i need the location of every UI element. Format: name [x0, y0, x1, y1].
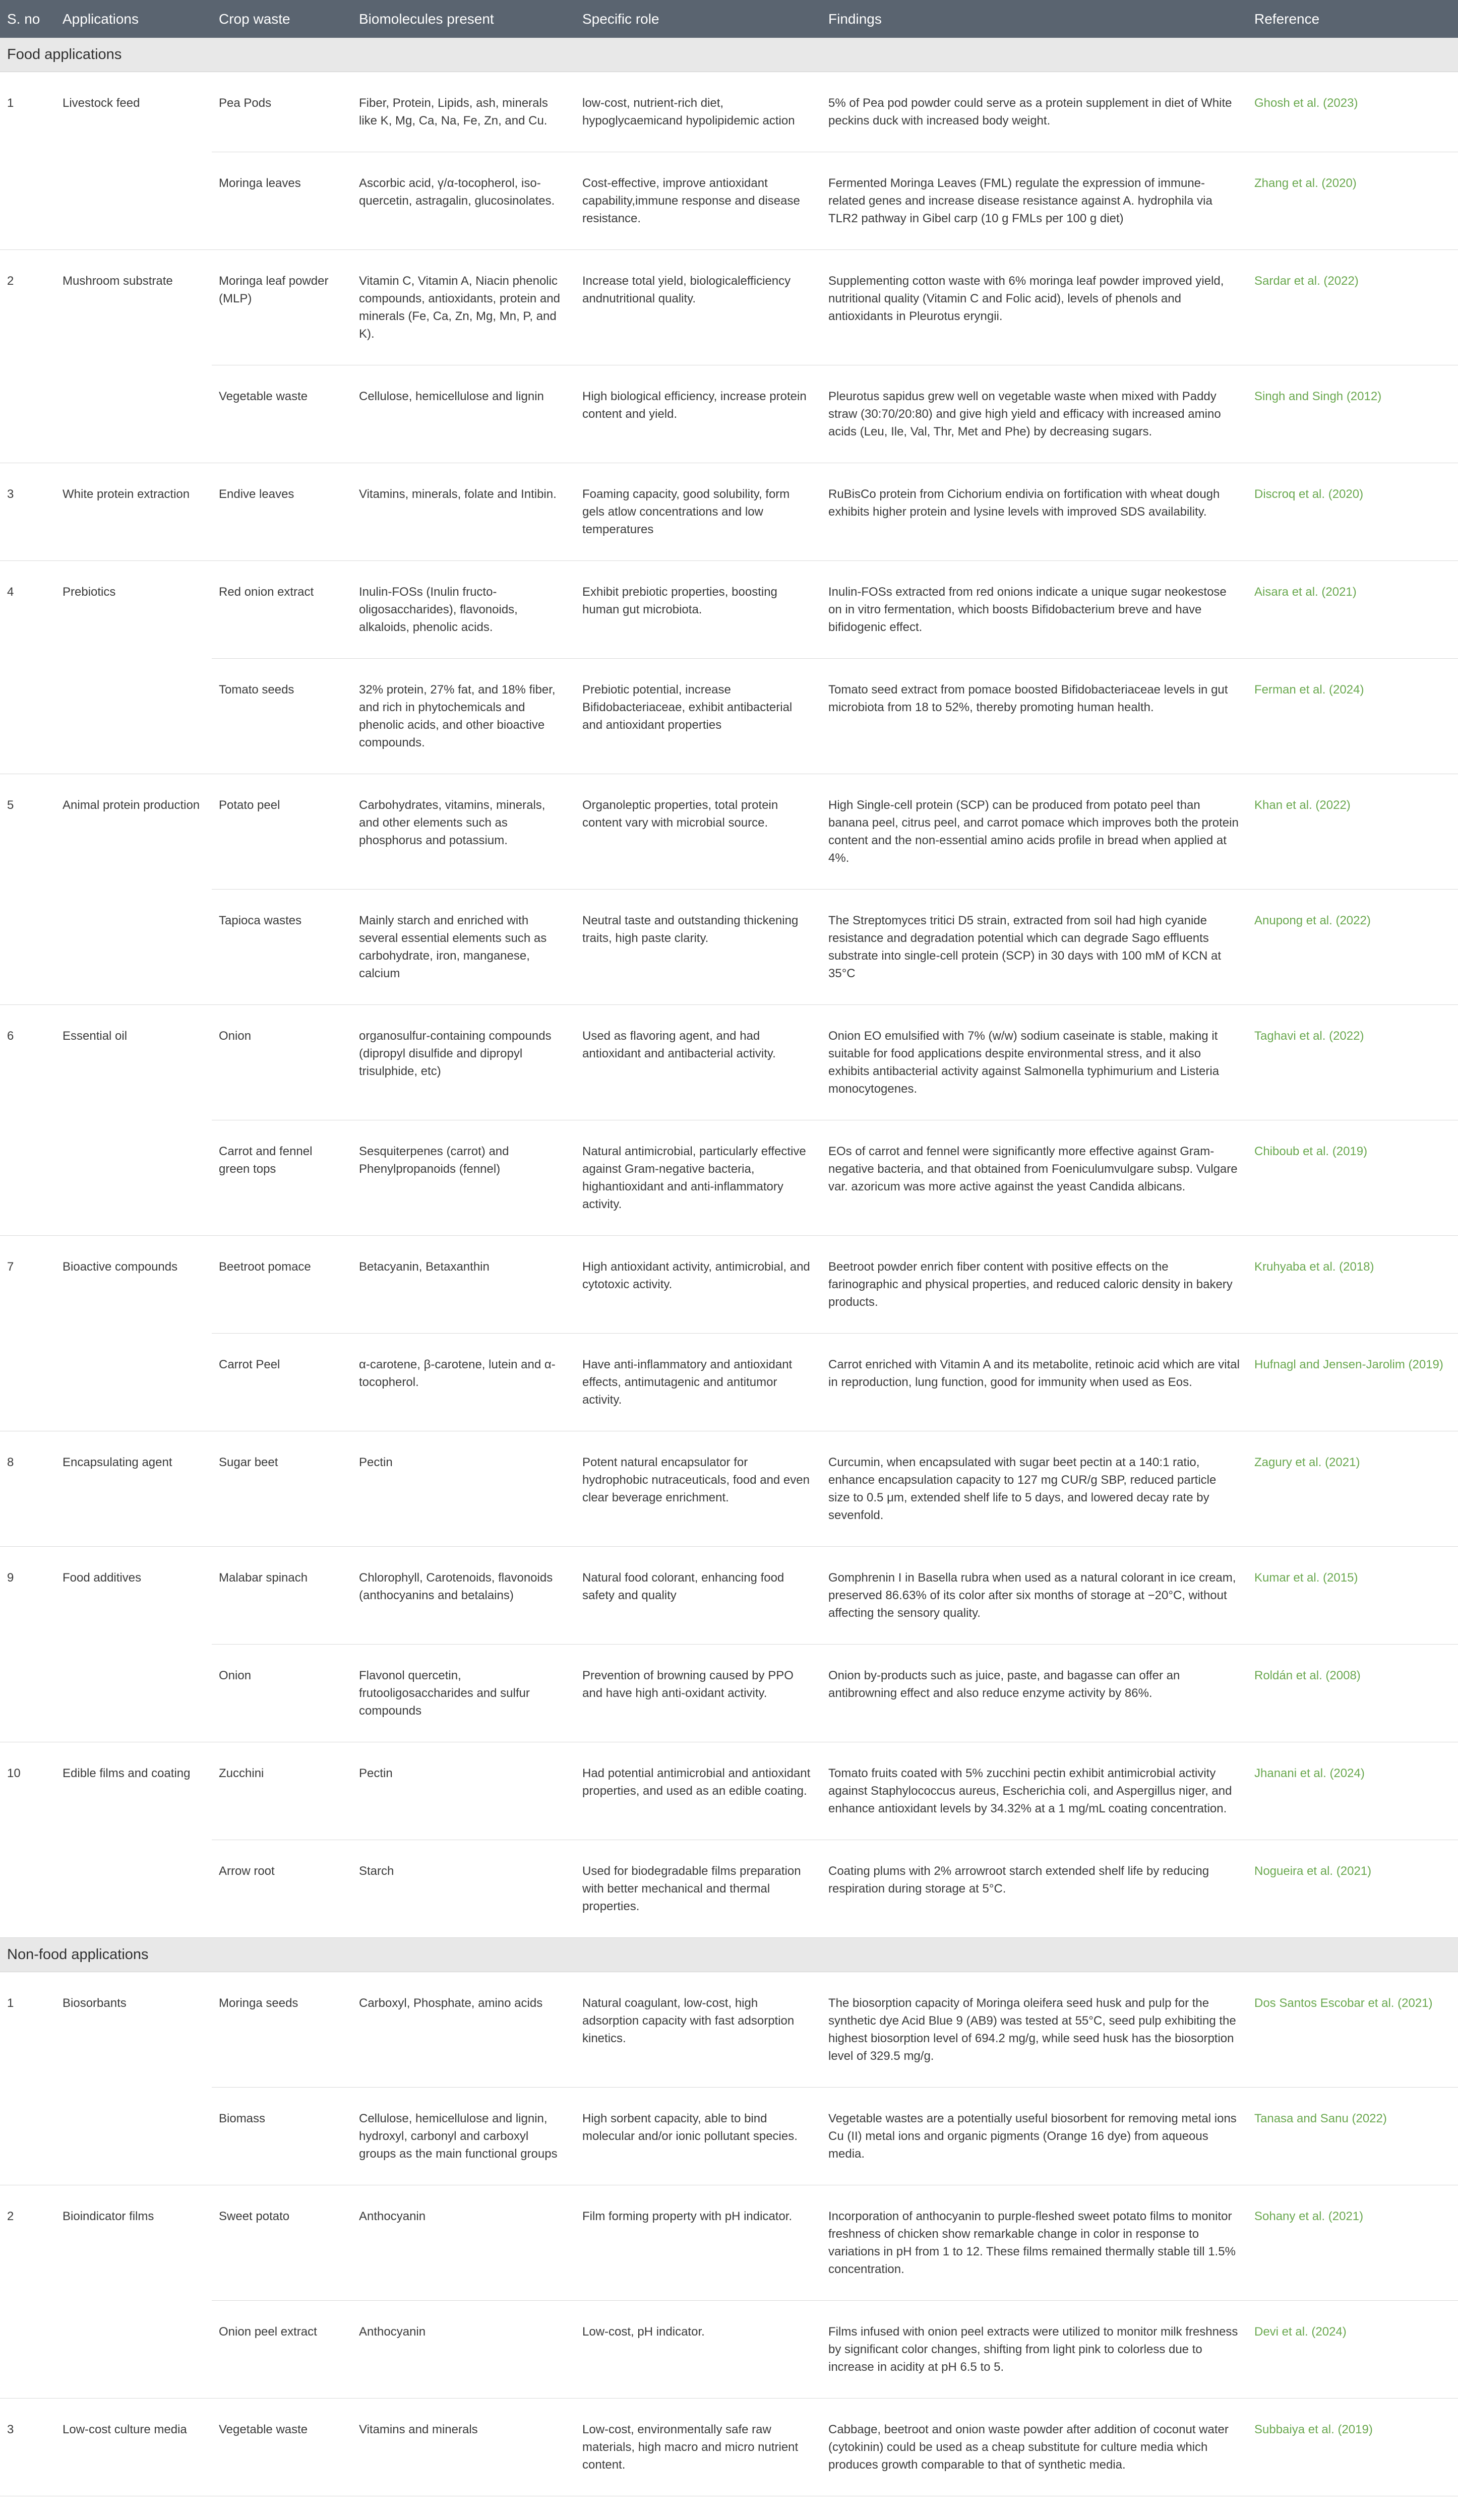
findings-cell: Inulin-FOSs extracted from red onions indicate a unique sugar neokestose on in vitro fermentation, which boosts Bifidobacterium breve and have bifidogenic effect. — [821, 561, 1247, 659]
specific-role-cell: Neutral taste and outstanding thickening traits, high paste clarity. — [575, 890, 821, 1005]
section-title: Non-food applications — [0, 1938, 1458, 1972]
biomolecules-cell: Starch — [352, 1840, 575, 1938]
specific-role-cell: Organoleptic properties, total protein content vary with microbial source. — [575, 774, 821, 890]
findings-cell: The Streptomyces tritici D5 strain, extracted from soil had high cyanide resistance and degradation potential which can degrade Sago effluents substrate into single-cell protein (SCP) in 30 days with 100 mM of KCN at 35°C — [821, 890, 1247, 1005]
crop-waste-cell: Red onion extract — [212, 561, 352, 659]
biomolecules-cell — [352, 2496, 575, 2520]
crop-waste-cell: Vegetable waste — [212, 2399, 352, 2496]
reference-cell[interactable]: Kumar et al. (2015) — [1247, 1547, 1458, 1645]
findings-cell: Cabbage, beetroot and onion waste powder after addition of coconut water (cytokinin) could be used as a cheap substitute for culture media which produces growth comparable to that of synthetic media. — [821, 2399, 1247, 2496]
reference-cell[interactable]: Subbaiya et al. (2019) — [1247, 2399, 1458, 2496]
application-cell: Animal protein production — [55, 774, 212, 1005]
specific-role-cell: Increase total yield, biologicalefficiency andnutritional quality. — [575, 250, 821, 365]
table-row — [0, 890, 1458, 1005]
findings-cell: 5% of Pea pod powder could serve as a protein supplement in diet of White peckins duck with increased body weight. — [821, 72, 1247, 152]
biomolecules-cell: Vitamins, minerals, folate and Intibin. — [352, 463, 575, 561]
header-reference: Reference — [1247, 0, 1458, 38]
reference-cell[interactable]: Zagury et al. (2021) — [1247, 1431, 1458, 1547]
table-row — [0, 561, 1458, 659]
specific-role-cell: Natural food colorant, enhancing food safety and quality — [575, 1547, 821, 1645]
reference-cell[interactable]: Ghosh et al. (2023) — [1247, 72, 1458, 152]
crop-waste-cell: Carrot and fennel green tops — [212, 1120, 352, 1236]
header-biomolecules: Biomolecules present — [352, 0, 575, 38]
biomolecules-cell: Pectin — [352, 1742, 575, 1840]
application-cell: Food additives — [55, 1547, 212, 1742]
findings-cell: Films infused with onion peel extracts were utilized to monitor milk freshness by significant color changes, shifting from light pink to colorless due to increase in acidity at pH 6.5 to 5. — [821, 2301, 1247, 2399]
serial-number-cell: 8 — [0, 1431, 55, 1547]
table-row — [0, 152, 1458, 250]
findings-cell: Onion EO emulsified with 7% (w/w) sodium caseinate is stable, making it suitable for food applications despite environmental stress, and it also exhibits antibacterial activity against Salmonella typhimurium and Listeria monocytogenes. — [821, 1005, 1247, 1120]
table-row — [0, 463, 1458, 561]
biomolecules-cell: Vitamin C, Vitamin A, Niacin phenolic compounds, antioxidants, protein and minerals (Fe, Ca, Zn, Mg, Mn, P, and K). — [352, 250, 575, 365]
crop-waste-cell: Biomass — [212, 2088, 352, 2185]
reference-cell[interactable]: Anupong et al. (2022) — [1247, 890, 1458, 1005]
reference-cell[interactable]: Devi et al. (2024) — [1247, 2301, 1458, 2399]
specific-role-cell: Used for biodegradable films preparation with better mechanical and thermal properties. — [575, 1840, 821, 1938]
specific-role-cell: Cost-effective, improve antioxidant capability,immune response and disease resistance. — [575, 152, 821, 250]
table-row — [0, 72, 1458, 152]
reference-cell[interactable]: Dos Santos Escobar et al. (2021) — [1247, 1972, 1458, 2088]
biomolecules-cell: Mainly starch and enriched with several essential elements such as carbohydrate, iron, manganese, calcium — [352, 890, 575, 1005]
biomolecules-cell: Anthocyanin — [352, 2185, 575, 2301]
findings-cell: Tomato fruits coated with 5% zucchini pectin exhibit antimicrobial activity against Staphylococcus aureus, Escherichia coli, and Aspergillus niger, and enhance antioxidant levels by 34.32% at a 1 mg/mL coating concentration. — [821, 1742, 1247, 1840]
crop-waste-cell: Sugar beet — [212, 1431, 352, 1547]
reference-cell[interactable] — [1247, 2496, 1458, 2520]
table-row — [0, 1742, 1458, 1840]
application-cell: Biosorbants — [55, 1972, 212, 2185]
biomolecules-cell: Vitamins and minerals — [352, 2399, 575, 2496]
application-cell: Bioindicator films — [55, 2185, 212, 2399]
application-cell: Edible films and coating — [55, 1742, 212, 1938]
application-cell — [55, 2496, 212, 2520]
section-title: Food applications — [0, 38, 1458, 72]
reference-cell[interactable]: Zhang et al. (2020) — [1247, 152, 1458, 250]
application-cell: Prebiotics — [55, 561, 212, 774]
specific-role-cell: low-cost, nutrient-rich diet, hypoglycaemicand hypolipidemic action — [575, 72, 821, 152]
table-row — [0, 1840, 1458, 1938]
table-row — [0, 1005, 1458, 1120]
findings-cell: Vegetable wastes are a potentially useful biosorbent for removing metal ions Cu (II) metal ions and organic pigments (Orange 16 dye) from aqueous media. — [821, 2088, 1247, 2185]
findings-cell: Incorporation of anthocyanin to purple-fleshed sweet potato films to monitor freshness of chicken show remarkable change in color in response to variations in pH from 1 to 12. These films remained thermally stable till 1.5% concentration. — [821, 2185, 1247, 2301]
table-row — [0, 250, 1458, 365]
findings-cell: Supplementing cotton waste with 6% moringa leaf powder improved yield, nutritional quality (Vitamin C and Folic acid), levels of phenols and antioxidants in Pleurotus eryngii. — [821, 250, 1247, 365]
crop-waste-cell: Onion peel extract — [212, 2301, 352, 2399]
table-row — [0, 1120, 1458, 1236]
crop-waste-cell: Beetroot pomace — [212, 1236, 352, 1334]
serial-number-cell: 6 — [0, 1005, 55, 1236]
reference-cell[interactable]: Taghavi et al. (2022) — [1247, 1005, 1458, 1120]
biomolecules-cell: Cellulose, hemicellulose and lignin, hydroxyl, carbonyl and carboxyl groups as the main functional groups — [352, 2088, 575, 2185]
crop-waste-cell: Zucchini — [212, 1742, 352, 1840]
crop-waste-cell: Tomato seeds — [212, 659, 352, 774]
biomolecules-cell: α-carotene, β-carotene, lutein and α-tocopherol. — [352, 1334, 575, 1431]
specific-role-cell: Foaming capacity, good solubility, form gels atlow concentrations and low temperatures — [575, 463, 821, 561]
findings-cell: High Single-cell protein (SCP) can be produced from potato peel than banana peel, citrus peel, and carrot pomace which improves both the protein content and the non-essential amino acids profile in bread when applied at 4%. — [821, 774, 1247, 890]
header-row — [0, 0, 1458, 38]
specific-role-cell: Prebiotic potential, increase Bifidobacteriaceae, exhibit antibacterial and antioxidant properties — [575, 659, 821, 774]
reference-cell[interactable]: Hufnagl and Jensen-Jarolim (2019) — [1247, 1334, 1458, 1431]
biomolecules-cell: Flavonol quercetin, frutooligosaccharides and sulfur compounds — [352, 1645, 575, 1742]
application-cell: White protein extraction — [55, 463, 212, 561]
table-row — [0, 1334, 1458, 1431]
application-cell: Essential oil — [55, 1005, 212, 1236]
specific-role-cell: Prevention of browning caused by PPO and have high anti-oxidant activity. — [575, 1645, 821, 1742]
specific-role-cell: Film forming property with pH indicator. — [575, 2185, 821, 2301]
findings-cell: Coating plums with 2% arrowroot starch extended shelf life by reducing respiration during storage at 5°C. — [821, 1840, 1247, 1938]
serial-number-cell: 2 — [0, 250, 55, 463]
biomolecules-cell: Inulin-FOSs (Inulin fructo-oligosaccharides), flavonoids, alkaloids, phenolic acids. — [352, 561, 575, 659]
findings-cell: Gomphrenin I in Basella rubra when used as a natural colorant in ice cream, preserved 86.63% of its color after six months of storage at −20°C, without affecting the sensory quality. — [821, 1547, 1247, 1645]
specific-role-cell: Low-cost, environmentally safe raw materials, high macro and micro nutrient content. — [575, 2399, 821, 2496]
crop-waste-cell: Onion — [212, 1005, 352, 1120]
crop-waste-cell: Vegetable waste — [212, 365, 352, 463]
serial-number-cell: 3 — [0, 463, 55, 561]
specific-role-cell: Had potential antimicrobial and antioxidant properties, and used as an edible coating. — [575, 1742, 821, 1840]
table-row — [0, 365, 1458, 463]
biomolecules-cell: Anthocyanin — [352, 2301, 575, 2399]
specific-role-cell: High antioxidant activity, antimicrobial, and cytotoxic activity. — [575, 1236, 821, 1334]
header-applications: Applications — [55, 0, 212, 38]
biomolecules-cell: Carbohydrates, vitamins, minerals, and other elements such as phosphorus and potassium. — [352, 774, 575, 890]
findings-cell: Onion by-products such as juice, paste, and bagasse can offer an antibrowning effect and also reduce enzyme activity by 86%. — [821, 1645, 1247, 1742]
application-cell: Encapsulating agent — [55, 1431, 212, 1547]
table-row — [0, 1645, 1458, 1742]
findings-cell: The biosorption capacity of Moringa oleifera seed husk and pulp for the synthetic dye Acid Blue 9 (AB9) was tested at 55°C, seed pulp exhibiting the highest biosorption level of 694.2 mg/g, while seed husk has the biosorption level of 329.5 mg/g. — [821, 1972, 1247, 2088]
findings-cell: EOs of carrot and fennel were significantly more effective against Gram-negative bacteria, and that obtained from Foeniculumvulgare subsp. Vulgare var. azoricum was more active against the yeast Candida albicans. — [821, 1120, 1247, 1236]
table-header — [0, 0, 1458, 38]
serial-number-cell: 5 — [0, 774, 55, 1005]
reference-cell[interactable]: Tanasa and Sanu (2022) — [1247, 2088, 1458, 2185]
findings-cell: Pleurotus sapidus grew well on vegetable waste when mixed with Paddy straw (30:70/20:80) and give high yield and efficacy with increased amino acids (Leu, Ile, Val, Thr, Met and Phe) by decreasing sugars. — [821, 365, 1247, 463]
crop-waste-cell: Endive leaves — [212, 463, 352, 561]
findings-cell: Fermented Moringa Leaves (FML) regulate the expression of immune-related genes and increase disease resistance against A. hydrophila via TLR2 pathway in Gibel carp (10 g FMLs per 100 g diet) — [821, 152, 1247, 250]
table-row — [0, 2185, 1458, 2301]
reference-cell[interactable]: Roldán et al. (2008) — [1247, 1645, 1458, 1742]
findings-cell: Beetroot powder enrich fiber content with positive effects on the farinographic and physical properties, and reduced caloric density in bakery products. — [821, 1236, 1247, 1334]
reference-cell[interactable]: Sohany et al. (2021) — [1247, 2185, 1458, 2301]
table-row — [0, 1236, 1458, 1334]
serial-number-cell — [0, 2496, 55, 2520]
serial-number-cell: 2 — [0, 2185, 55, 2399]
reference-cell[interactable]: Ferman et al. (2024) — [1247, 659, 1458, 774]
serial-number-cell: 4 — [0, 561, 55, 774]
specific-role-cell: Exhibit prebiotic properties, boosting human gut microbiota. — [575, 561, 821, 659]
section-header-row — [0, 1938, 1458, 1972]
serial-number-cell: 7 — [0, 1236, 55, 1431]
specific-role-cell: High sorbent capacity, able to bind molecular and/or ionic pollutant species. — [575, 2088, 821, 2185]
biomolecules-cell: Betacyanin, Betaxanthin — [352, 1236, 575, 1334]
serial-number-cell: 1 — [0, 1972, 55, 2185]
header-sno: S. no — [0, 0, 55, 38]
table-row — [0, 2088, 1458, 2185]
reference-cell[interactable]: Kruhyaba et al. (2018) — [1247, 1236, 1458, 1334]
table-row — [0, 2301, 1458, 2399]
reference-cell[interactable]: Sardar et al. (2022) — [1247, 250, 1458, 365]
application-cell: Mushroom substrate — [55, 250, 212, 463]
biomolecules-cell: organosulfur-containing compounds (dipropyl disulfide and dipropyl trisulphide, etc) — [352, 1005, 575, 1120]
crop-waste-cell — [212, 2496, 352, 2520]
findings-cell: Carrot enriched with Vitamin A and its metabolite, retinoic acid which are vital in reproduction, lung function, good for immunity when used as Eos. — [821, 1334, 1247, 1431]
findings-cell: RuBisCo protein from Cichorium endivia on fortification with wheat dough exhibits higher protein and lysine levels with improved SDS availability. — [821, 463, 1247, 561]
header-specific-role: Specific role — [575, 0, 821, 38]
section-header-row — [0, 38, 1458, 72]
application-cell: Bioactive compounds — [55, 1236, 212, 1431]
table-row — [0, 774, 1458, 890]
findings-cell: Curcumin, when encapsulated with sugar beet pectin at a 140:1 ratio, enhance encapsulation capacity to 127 mg CUR/g SBP, reduced particle size to 0.5 μm, extended shelf life to 5 days, and lowered decay rate by sevenfold. — [821, 1431, 1247, 1547]
biomolecules-cell: Chlorophyll, Carotenoids, flavonoids (anthocyanins and betalains) — [352, 1547, 575, 1645]
crop-waste-cell: Moringa leaves — [212, 152, 352, 250]
serial-number-cell: 3 — [0, 2399, 55, 2496]
serial-number-cell: 9 — [0, 1547, 55, 1742]
crop-waste-cell: Arrow root — [212, 1840, 352, 1938]
serial-number-cell: 10 — [0, 1742, 55, 1938]
specific-role-cell: Used as flavoring agent, and had antioxidant and antibacterial activity. — [575, 1005, 821, 1120]
header-crop-waste: Crop waste — [212, 0, 352, 38]
crop-waste-cell: Potato peel — [212, 774, 352, 890]
biomolecules-cell: Cellulose, hemicellulose and lignin — [352, 365, 575, 463]
crop-waste-cell: Moringa seeds — [212, 1972, 352, 2088]
table-row — [0, 2399, 1458, 2496]
serial-number-cell: 1 — [0, 72, 55, 250]
reference-cell[interactable]: Khan et al. (2022) — [1247, 774, 1458, 890]
biomolecules-cell: Ascorbic acid, γ/α-tocopherol, iso-quercetin, astragalin, glucosinolates. — [352, 152, 575, 250]
crop-waste-cell: Malabar spinach — [212, 1547, 352, 1645]
specific-role-cell: Low-cost, pH indicator. — [575, 2301, 821, 2399]
specific-role-cell: Natural antimicrobial, particularly effective against Gram-negative bacteria, highantioxidant and anti-inflammatory activity. — [575, 1120, 821, 1236]
crop-waste-cell: Pea Pods — [212, 72, 352, 152]
crop-waste-cell: Sweet potato — [212, 2185, 352, 2301]
reference-cell[interactable]: Chiboub et al. (2019) — [1247, 1120, 1458, 1236]
crop-waste-cell: Onion — [212, 1645, 352, 1742]
reference-cell[interactable]: Singh and Singh (2012) — [1247, 365, 1458, 463]
application-cell: Low-cost culture media — [55, 2399, 212, 2496]
biomolecules-cell: 32% protein, 27% fat, and 18% fiber, and rich in phytochemicals and phenolic acids, and other bioactive compounds. — [352, 659, 575, 774]
biomolecules-cell: Sesquiterpenes (carrot) and Phenylpropanoids (fennel) — [352, 1120, 575, 1236]
specific-role-cell: Potent natural encapsulator for hydrophobic nutraceuticals, food and even clear beverage enrichment. — [575, 1431, 821, 1547]
biomolecules-cell: Fiber, Protein, Lipids, ash, minerals like K, Mg, Ca, Na, Fe, Zn, and Cu. — [352, 72, 575, 152]
application-cell: Livestock feed — [55, 72, 212, 250]
crop-waste-cell: Carrot Peel — [212, 1334, 352, 1431]
biomolecules-cell: Pectin — [352, 1431, 575, 1547]
header-findings: Findings — [821, 0, 1247, 38]
reference-cell[interactable]: Nogueira et al. (2021) — [1247, 1840, 1458, 1938]
reference-cell[interactable]: Jhanani et al. (2024) — [1247, 1742, 1458, 1840]
table-row — [0, 1431, 1458, 1547]
reference-cell[interactable]: Discroq et al. (2020) — [1247, 463, 1458, 561]
table-row — [0, 1547, 1458, 1645]
specific-role-cell: High biological efficiency, increase protein content and yield. — [575, 365, 821, 463]
table-row — [0, 1972, 1458, 2088]
crop-waste-cell: Moringa leaf powder (MLP) — [212, 250, 352, 365]
specific-role-cell — [575, 2496, 821, 2520]
specific-role-cell: Have anti-inflammatory and antioxidant effects, antimutagenic and antitumor activity. — [575, 1334, 821, 1431]
table-row — [0, 2496, 1458, 2520]
biomolecules-cell: Carboxyl, Phosphate, amino acids — [352, 1972, 575, 2088]
findings-cell: Tomato seed extract from pomace boosted Bifidobacteriaceae levels in gut microbiota from 18 to 52%, thereby promoting human health. — [821, 659, 1247, 774]
table-body — [0, 38, 1458, 2520]
table-row — [0, 659, 1458, 774]
specific-role-cell: Natural coagulant, low-cost, high adsorption capacity with fast adsorption kinetics. — [575, 1972, 821, 2088]
crop-waste-cell: Tapioca wastes — [212, 890, 352, 1005]
findings-cell — [821, 2496, 1247, 2520]
reference-cell[interactable]: Aisara et al. (2021) — [1247, 561, 1458, 659]
